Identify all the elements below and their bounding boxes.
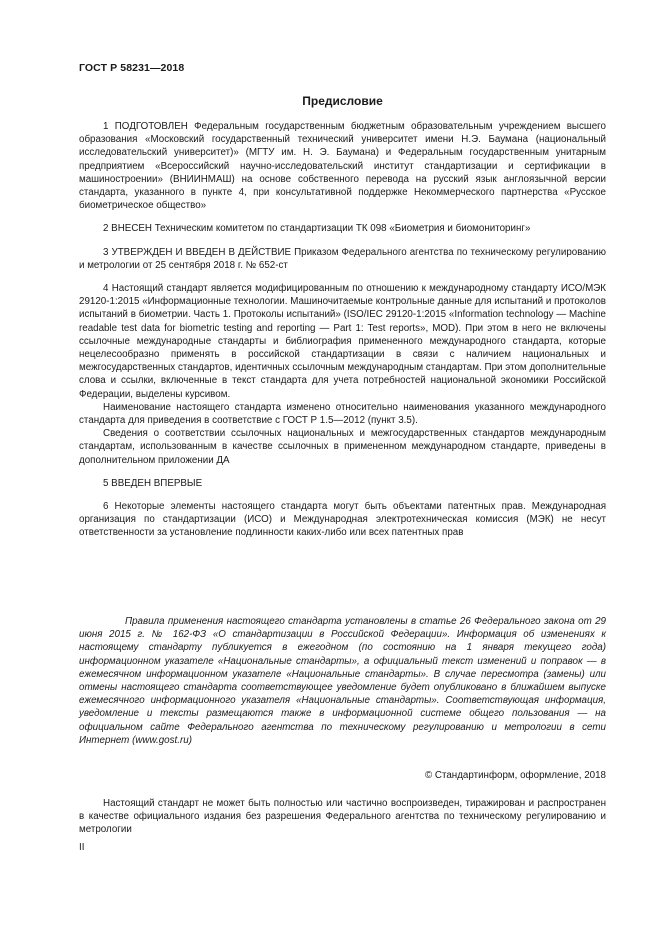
notice-text: Правила применения настоящего стандарта установлены в статье 26 Федерального закона от 29 июня 2015 г. № 162-ФЗ «О стандартизации в Российской Федерации». Информация об изменениях к настоящему стандарту публикуется в ежегодном (по состоянию на 1 января текущего года) информационном указателе «Национальные стандарты», а официальный текст изменений и поправок — в ежемесячном информационном указателе «Национальные стандарты». В случае пересмотра (замены) или отмены настоящего стандарта соответствующее уведомление будет опубликовано в ближайшем выпуске ежемесячного информационного указателя «Национальные стандарты». Соответствующая информация, уведомление и тексты размещаются также в информационной системе общего пользования — на официальном сайте Федерального агентства по техническому регулированию и метрологии в сети Интернет (www.gost.ru) <box>79 616 606 746</box>
paragraph-modified: 4 Настоящий стандарт является модифицированным по отношению к международному стандарту ИСО/МЭК 29120-1:2015 «Информационные технологии. Машиночитаемые контрольные данные для испытаний и протоколов испытаний в биометрии. Часть 1. Протоколы испытаний» (ISO/IEC 29120-1:2015 «Information technology — Machine readable test data for biometric testing and reporting — Part 1: Test reports», MOD). При этом в него не включены ссылочные международные стандарты и библиография примененного международного стандарта, которые нецелесообразно применять в российской стандартизации в связи с наличием национальных и межгосударственных стандартов, идентичных ссылочным международным стандартам. При этом дополнительные слова и ссылки, включенные в текст стандарта для учета потребностей национальной экономики Российской Федерации, выделены курсивом. <box>79 283 606 400</box>
application-notice <box>79 615 606 747</box>
foreword-body <box>79 120 606 540</box>
copyright-line: © Стандартинформ, оформление, 2018 <box>424 770 606 781</box>
page-number: II <box>79 842 85 853</box>
paragraph-prepared: 1 ПОДГОТОВЛЕН Федеральным государственным бюджетным образовательным учреждением высшего образования «Московский государственный технический университет имени Н.Э. Баумана (национальный исследовательский университет)» (МГТУ им. Н. Э. Баумана) и Федеральным государственным унитарным предприятием «Всероссийский научно-исследовательский институт стандартизации и сертификации в машиностроении» (ВНИИНМАШ) на основе собственного перевода на русский язык англоязычной версии стандарта, указанного в пункте 4, при консультативной поддержке Некоммерческого партнерства «Русское биометрическое общество» <box>79 121 606 212</box>
paragraph-conformity: Сведения о соответствии ссылочных национальных и межгосударственных стандартов международным стандартам, использованным в качестве ссылочных в примененном международном стандарте, приведены в дополнительном приложении ДА <box>79 428 606 466</box>
paragraph-submitted: 2 ВНЕСЕН Техническим комитетом по стандартизации ТК 098 «Биометрия и биомониторинг» <box>103 223 531 235</box>
paragraph-patents: 6 Некоторые элементы настоящего стандарта могут быть объектами патентных прав. Международная организация по стандартизации (ИСО) и Международная электротехническая комиссия (МЭК) не несут ответственности за установление подлинности каких-либо или всех патентных прав <box>79 501 606 539</box>
reproduction-notice <box>79 797 606 837</box>
page-title: Предисловие <box>302 94 383 108</box>
paragraph-name-changed: Наименование настоящего стандарта изменено относительно наименования указанного международного стандарта для приведения в соответствие с ГОСТ Р 1.5—2012 (пункт 3.5). <box>79 401 606 427</box>
standard-code: ГОСТ Р 58231—2018 <box>79 62 185 74</box>
paragraph-introduced: 5 ВВЕДЕН ВПЕРВЫЕ <box>103 477 203 489</box>
paragraph-approved: 3 УТВЕРЖДЕН И ВВЕДЕН В ДЕЙСТВИЕ Приказом Федерального агентства по техническому регулированию и метрологии от 25 сентября 2018 г. № 652-ст <box>79 246 606 271</box>
reproduction-text: Настоящий стандарт не может быть полностью или частично воспроизведен, тиражирован и распространен в качестве официального издания без разрешения Федерального агентства по техническому регулированию и метрологии <box>79 798 606 836</box>
